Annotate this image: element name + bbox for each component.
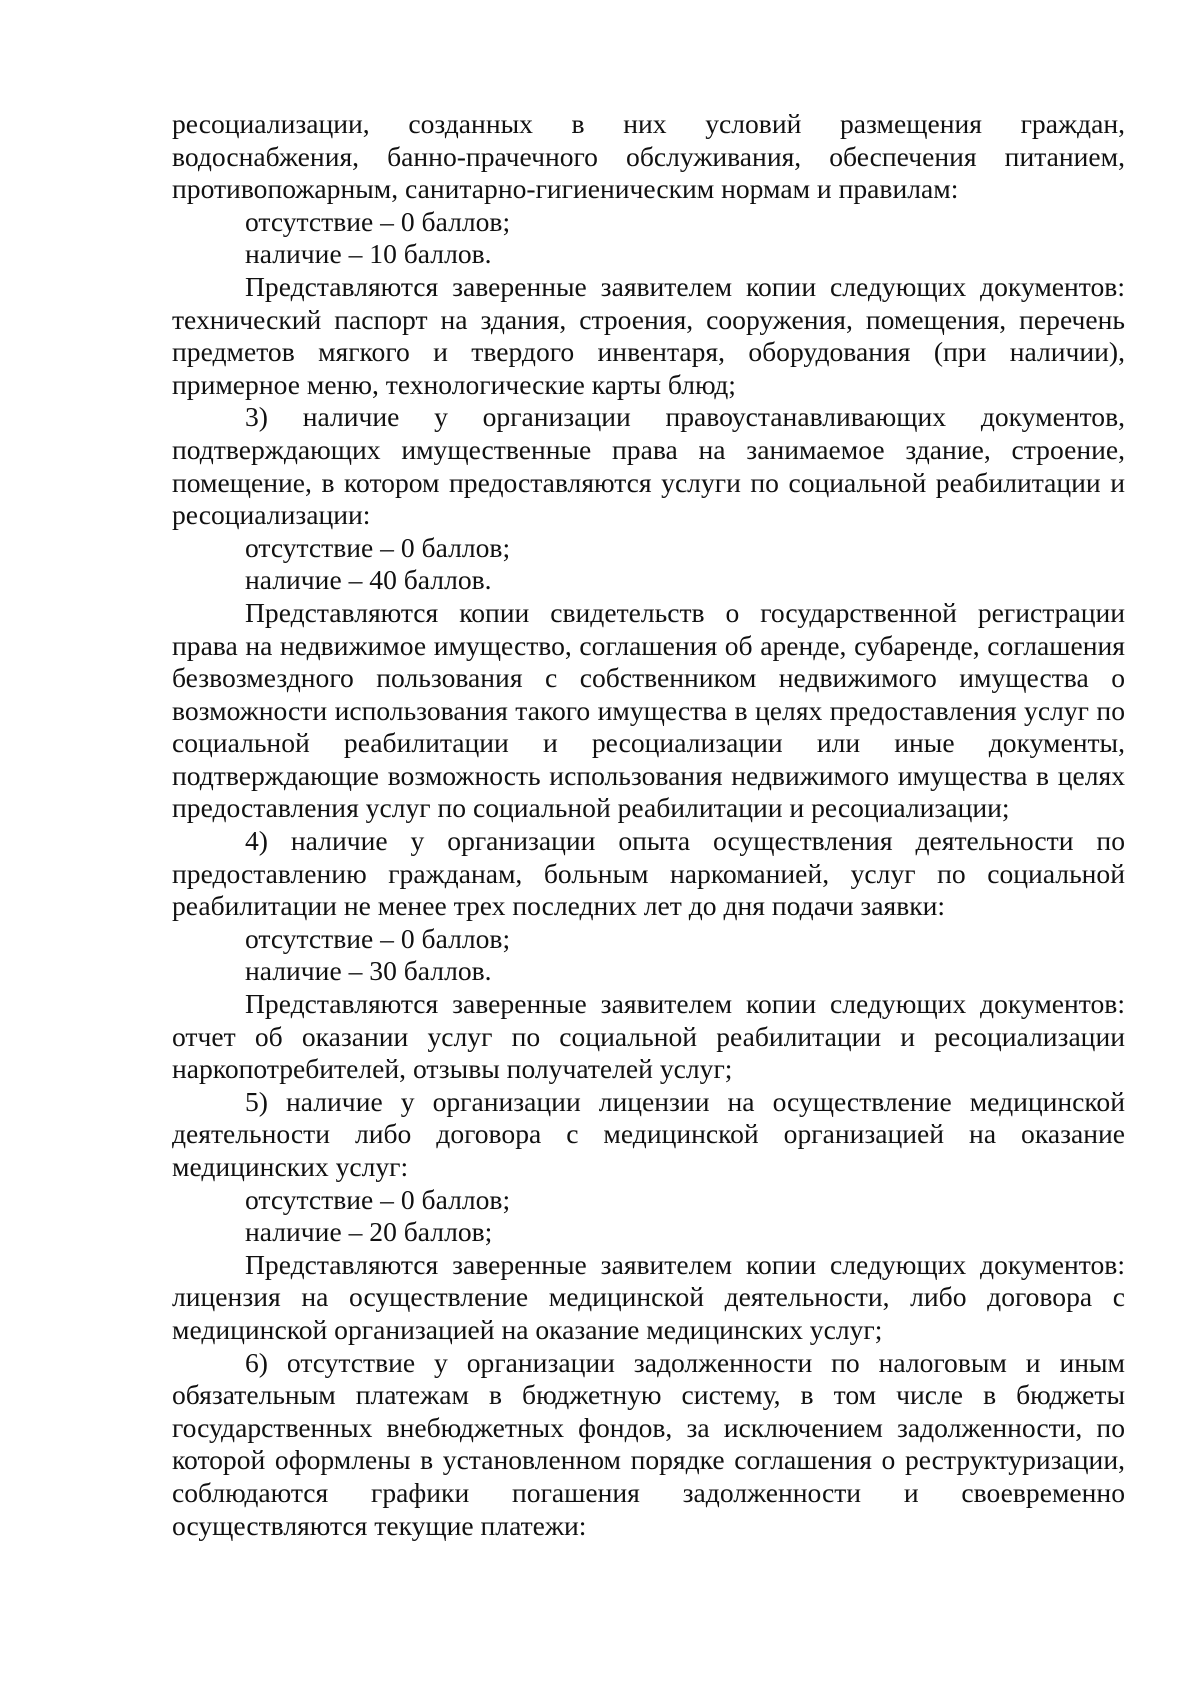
criterion-4-paragraph: 4) наличие у организации опыта осуществления деятельности по предоставлению гражданам, больным наркоманией, услуг по социальной реабилитации не менее трех последних лет до дня подачи заявки: — [172, 825, 1125, 922]
documents-required-paragraph: Представляются заверенные заявителем копии следующих документов: отчет об оказании услуг по социальной реабилитации и ресоциализации наркопотребителей, отзывы получателей услуг; — [172, 988, 1125, 1085]
criterion-5-paragraph: 5) наличие у организации лицензии на осуществление медицинской деятельности либо договора с медицинской организацией на оказание медицинских услуг: — [172, 1085, 1125, 1182]
score-absence-line: отсутствие – 0 баллов; — [245, 531, 511, 563]
score-presence-line: наличие – 10 баллов. — [245, 238, 492, 270]
score-presence-line: наличие – 30 баллов. — [245, 955, 492, 987]
score-presence-line: наличие – 20 баллов; — [245, 1216, 493, 1248]
score-presence-line: наличие – 40 баллов. — [245, 564, 492, 596]
score-absence-line: отсутствие – 0 баллов; — [245, 205, 511, 237]
score-absence-line: отсутствие – 0 баллов; — [245, 922, 511, 954]
criterion-3-paragraph: 3) наличие у организации правоустанавливающих документов, подтверждающих имущественные права на занимаемое здание, строение, помещение, в котором предоставляются услуги по социальной реабилитации и ресоциализации: — [172, 401, 1125, 531]
documents-required-paragraph: Представляются заверенные заявителем копии следующих документов: технический паспорт на здания, строения, сооружения, помещения, перечень предметов мягкого и твердого инвентаря, оборудования (при наличии), примерное меню, технологические карты блюд; — [172, 270, 1125, 400]
paragraph-continuation: ресоциализации, созданных в них условий размещения граждан, водоснабжения, банно-прачечного обслуживания, обеспечения питанием, противопожарным, санитарно-гигиеническим нормам и правилам: — [172, 108, 1125, 205]
score-absence-line: отсутствие – 0 баллов; — [245, 1183, 511, 1215]
documents-required-paragraph: Представляются копии свидетельств о государственной регистрации права на недвижимое имущество, соглашения об аренде, субаренде, соглашения безвозмездного пользования с собственником недвижимого имущества о возможности использования такого имущества в целях предоставления услуг по социальной реабилитации и ресоциализации или иные документы, подтверждающие возможность использования недвижимого имущества в целях предоставления услуг по социальной реабилитации и ресоциализации; — [172, 596, 1125, 824]
documents-required-paragraph: Представляются заверенные заявителем копии следующих документов: лицензия на осуществление медицинской деятельности, либо договора с медицинской организацией на оказание медицинских услуг; — [172, 1248, 1125, 1345]
criterion-6-paragraph: 6) отсутствие у организации задолженности по налоговым и иным обязательным платежам в бюджетную систему, в том числе в бюджеты государственных внебюджетных фондов, за исключением задолженности, по которой оформлены в установленном порядке соглашения о реструктуризации, соблюдаются графики погашения задолженности и своевременно осуществляются текущие платежи: — [172, 1346, 1125, 1541]
document-body — [172, 108, 1125, 1542]
